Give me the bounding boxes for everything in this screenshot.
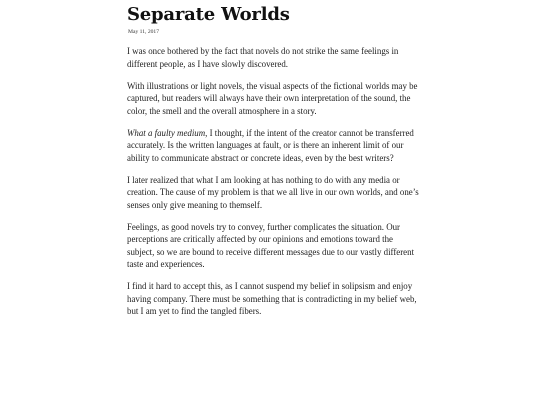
- paragraph-text: , I thought, if the intent of the creator cannot be transferred accurately. Is the written languages at fault, or is there an inherent limit of our ability to communicate abstract or concrete ideas, even by the best writers?: [127, 127, 414, 163]
- article-body: [127, 45, 419, 318]
- emphasis-text: What a faulty medium: [127, 127, 206, 138]
- paragraph: With illustrations or light novels, the visual aspects of the fictional worlds may be captured, but readers will always have their own interpretation of the sound, the color, the smell and the overall atmosphere in a story.: [127, 80, 418, 116]
- paragraph: Feelings, as good novels try to convey, further complicates the situation. Our perceptions are critically affected by our opinions and emotions toward the subject, so we are bound to receive different messages due to our vastly different taste and experiences.: [127, 221, 415, 269]
- article: [127, 0, 419, 318]
- paragraph: I was once bothered by the fact that novels do not strike the same feelings in different people, as I have slowly discovered.: [127, 46, 399, 69]
- post-date: May 11, 2017: [128, 29, 160, 35]
- page-title: Separate Worlds: [127, 4, 290, 25]
- paragraph: I find it hard to accept this, as I cannot suspend my belief in solipsism and enjoy having company. There must be something that is contradicting in my belief web, but I am yet to find the tangled fibers.: [127, 281, 417, 316]
- paragraph: I later realized that what I am looking at has nothing to do with any media or creation. The cause of my problem is that we all live in our own worlds, and one’s senses only give meaning to themself.: [127, 174, 419, 210]
- paragraph: [127, 127, 419, 165]
